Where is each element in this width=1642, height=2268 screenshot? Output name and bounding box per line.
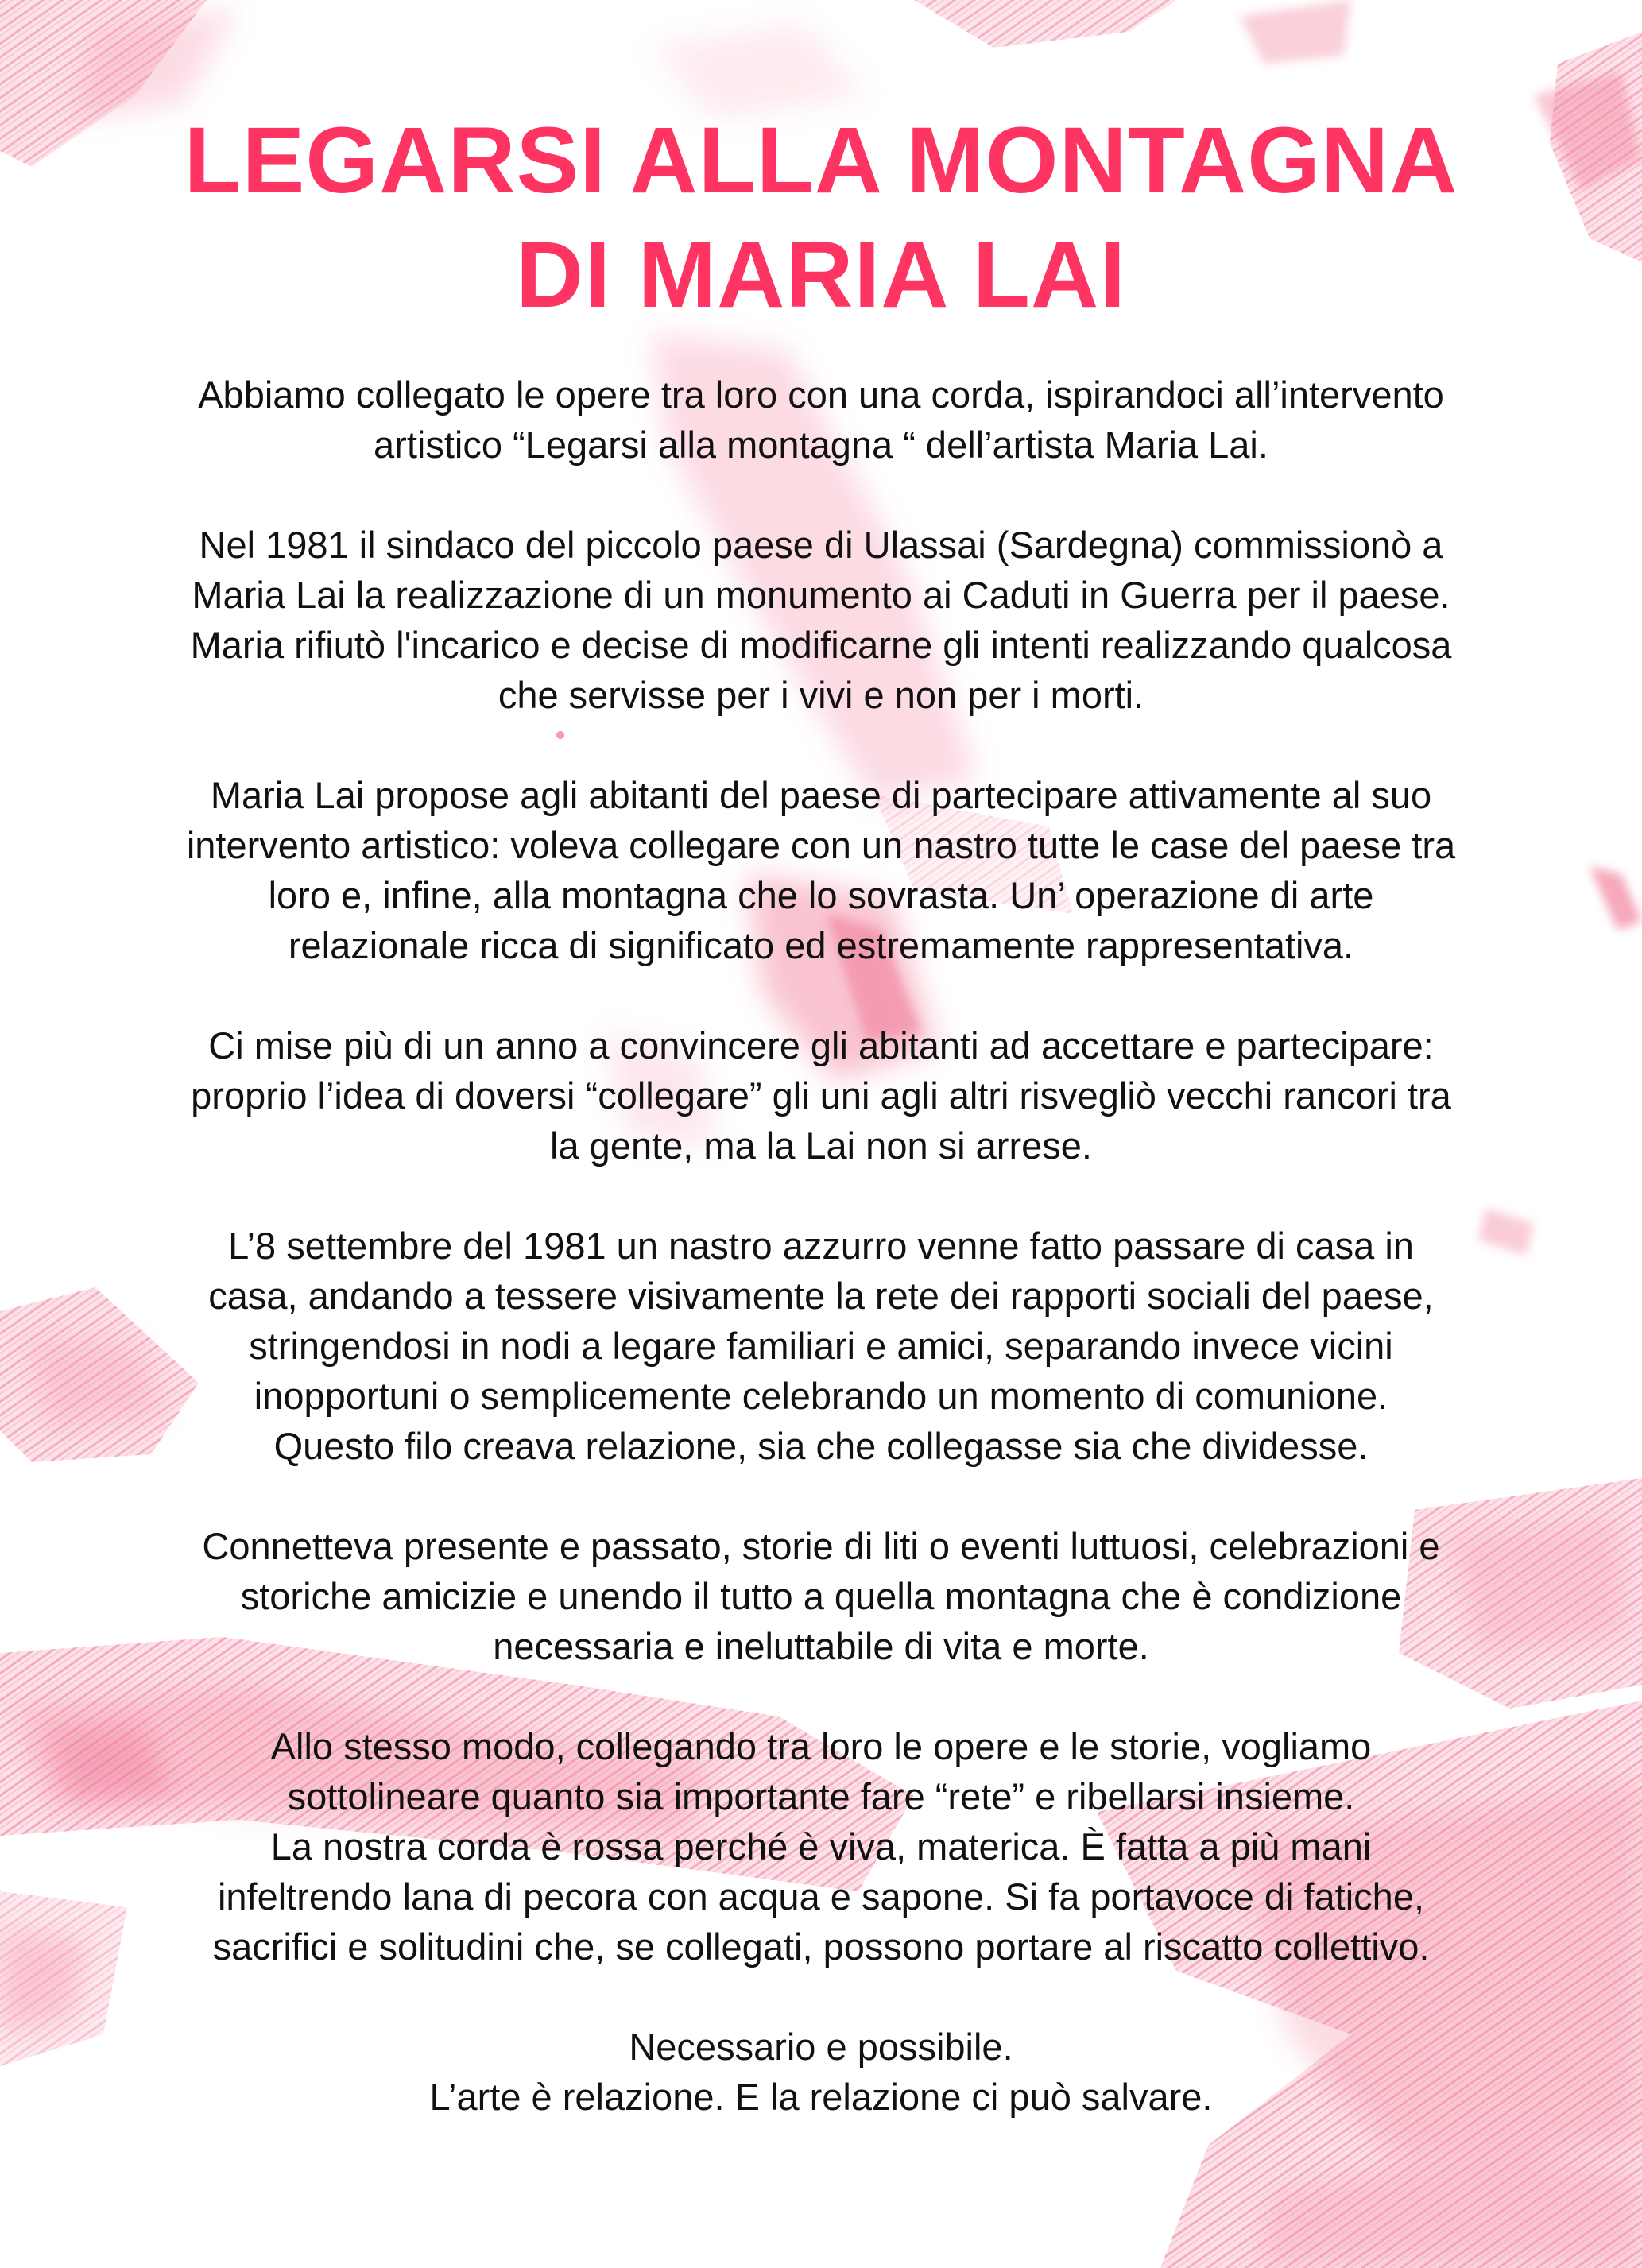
text-line: la gente, ma la Lai non si arrese.	[550, 1124, 1092, 1167]
text-line: Allo stesso modo, collegando tra loro le opere e le storie, vogliamo	[270, 1725, 1372, 1767]
text-line: Maria rifiutò l'incarico e decise di modificarne gli intenti realizzando qualcosa	[190, 624, 1452, 666]
text-line: Necessario e possibile.	[629, 2026, 1013, 2068]
paragraph	[119, 2022, 1523, 2122]
text-line: intervento artistico: voleva collegare con un nastro tutte le case del paese tra	[186, 824, 1456, 866]
text-line: L’arte è relazione. E la relazione ci può salvare.	[429, 2076, 1213, 2118]
text-line: Questo filo creava relazione, sia che collegasse sia che dividesse.	[273, 1425, 1369, 1467]
text-line: Connetteva presente e passato, storie di liti o eventi luttuosi, celebrazioni e	[202, 1525, 1440, 1567]
document-body	[119, 370, 1523, 2172]
title-line: LEGARSI ALLA MONTAGNA	[184, 108, 1458, 213]
text-line: artistico “Legarsi alla montagna “ dell’artista Maria Lai.	[374, 424, 1268, 466]
paragraph	[119, 1721, 1523, 1972]
text-line: Maria Lai la realizzazione di un monumento ai Caduti in Guerra per il paese.	[192, 574, 1450, 616]
paragraph	[119, 520, 1523, 720]
paragraph	[119, 770, 1523, 970]
paragraph	[119, 1221, 1523, 1471]
page-title	[79, 103, 1563, 332]
text-line: che servisse per i vivi e non per i morti.	[498, 674, 1144, 716]
text-line: L’8 settembre del 1981 un nastro azzurro venne fatto passare di casa in	[228, 1225, 1414, 1267]
text-line: stringendosi in nodi a legare familiari e amici, separando invece vicini	[249, 1325, 1393, 1367]
paragraph	[119, 1521, 1523, 1671]
text-line: Abbiamo collegato le opere tra loro con una corda, ispirandoci all’intervento	[198, 373, 1444, 416]
text-line: relazionale ricca di significato ed estremamente rappresentativa.	[288, 924, 1354, 966]
text-line: casa, andando a tessere visivamente la rete dei rapporti sociali del paese,	[208, 1275, 1434, 1317]
paragraph	[119, 370, 1523, 470]
text-line: infeltrendo lana di pecora con acqua e sapone. Si fa portavoce di fatiche,	[217, 1875, 1425, 1918]
text-line: Nel 1981 il sindaco del piccolo paese di Ulassai (Sardegna) commissionò a	[199, 524, 1443, 566]
text-line: proprio l’idea di doversi “collegare” gli uni agli altri risvegliò vecchi rancori tra	[191, 1074, 1451, 1117]
text-line: sottolineare quanto sia importante fare “rete” e ribellarsi insieme.	[287, 1775, 1355, 1817]
text-line: sacrifici e solitudini che, se collegati, possono portare al riscatto collettivo.	[212, 1925, 1430, 1968]
title-line: DI MARIA LAI	[516, 223, 1126, 327]
brush-stroke-top-center	[652, 0, 1351, 119]
text-line: storiche amicizie e unendo il tutto a quella montagna che è condizione	[240, 1575, 1402, 1617]
text-line: necessaria e ineluttabile di vita e morte.	[493, 1625, 1149, 1667]
text-line: inopportuni o semplicemente celebrando un momento di comunione.	[254, 1375, 1388, 1417]
text-line: loro e, infine, alla montagna che lo sovrasta. Un’ operazione di arte	[268, 874, 1374, 916]
paragraph	[119, 1020, 1523, 1171]
text-line: Ci mise più di un anno a convincere gli abitanti ad accettare e partecipare:	[208, 1024, 1434, 1066]
text-line: La nostra corda è rossa perché è viva, materica. È fatta a più mani	[270, 1825, 1372, 1867]
text-line: Maria Lai propose agli abitanti del paese di partecipare attivamente al suo	[210, 774, 1432, 816]
